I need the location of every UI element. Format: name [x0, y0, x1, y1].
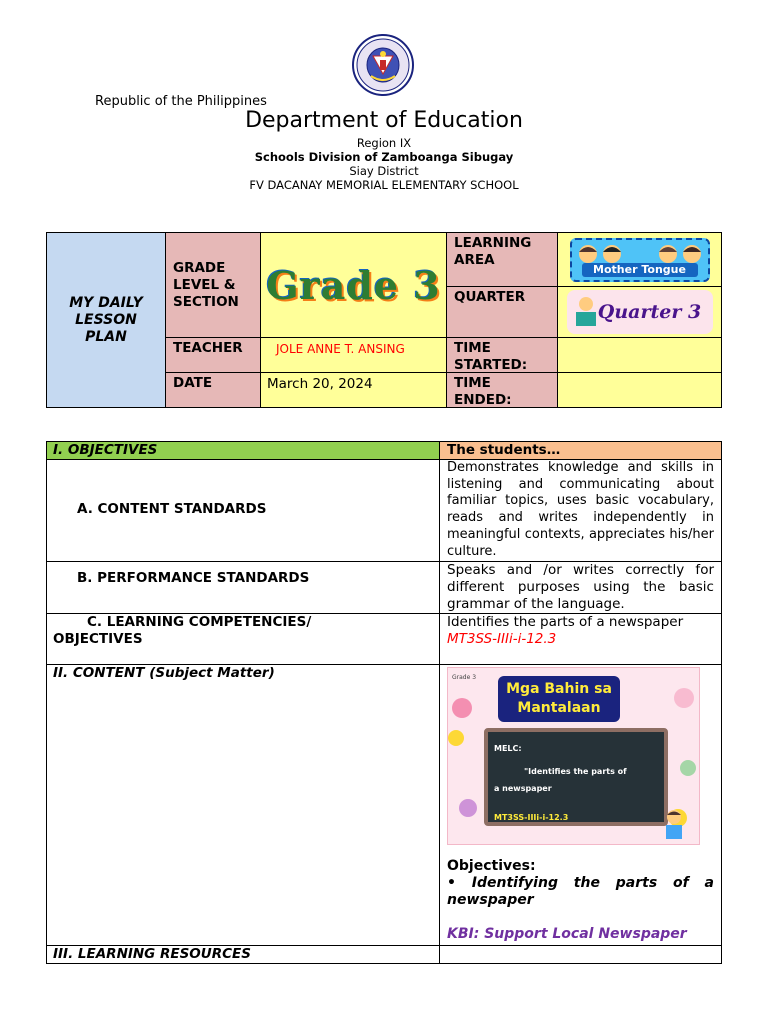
objectives-heading: I. OBJECTIVES: [47, 442, 440, 460]
children-icon: [572, 240, 708, 266]
competencies-label-1: C. LEARNING COMPETENCIES/: [87, 614, 312, 630]
lesson-slide-image: [447, 667, 700, 845]
school-name: FV DACANAY MEMORIAL ELEMENTARY SCHOOL: [249, 178, 519, 192]
region-text: Region IX: [356, 136, 412, 150]
time-started-label: TIME STARTED:: [447, 338, 558, 373]
objectives-table: [46, 441, 722, 964]
time-started-value: [558, 338, 722, 373]
republic-text: Republic of the Philippines: [95, 94, 267, 109]
competencies-label-cell: [47, 614, 440, 665]
teacher-label: TEACHER: [166, 338, 261, 373]
students-heading: The students…: [440, 442, 722, 460]
slide-title-line-1: Mga Bahin sa: [506, 681, 612, 697]
slide-grade-label: Grade 3: [452, 674, 477, 681]
lesson-info-table: [46, 232, 722, 408]
quarter-label: QUARTER: [447, 287, 558, 338]
reading-child-icon: [571, 294, 601, 330]
district-text: Siay District: [349, 164, 419, 178]
time-ended-value: [558, 373, 722, 408]
performance-standards-label: B. PERFORMANCE STANDARDS: [47, 562, 440, 614]
slide-melc-text-2: a newspaper: [494, 784, 552, 793]
learning-resources-label: III. LEARNING RESOURCES: [47, 946, 440, 964]
slide-melc-text-1: "Identifies the parts of: [524, 767, 627, 776]
date-value: March 20, 2024: [261, 373, 447, 408]
slide-melc-label: MELC:: [494, 744, 522, 753]
slide-title-line-2: Mantalaan: [517, 700, 601, 716]
slide-title-box: [498, 676, 620, 722]
slide-code: MT3SS-IIIi-i-12.3: [494, 813, 569, 822]
mother-tongue-badge: [570, 238, 710, 282]
department-title: Department of Education: [245, 108, 523, 133]
grade-value-cell: [261, 233, 447, 338]
learning-area-label: LEARNING AREA: [447, 233, 558, 287]
learning-area-value: Mother Tongue: [582, 263, 698, 277]
competencies-text: Identifies the parts of a newspaper: [447, 614, 684, 630]
competencies-cell: [440, 614, 722, 665]
grade-value: Grade 3: [266, 262, 441, 308]
quarter-badge: [567, 290, 713, 334]
performance-standards-text: Speaks and /or writes correctly for different purposes using the basic grammar of the language.: [440, 562, 722, 614]
quarter-value: Quarter 3: [597, 301, 702, 323]
kbi-text: KBI: Support Local Newspaper: [447, 926, 687, 942]
objective-bullet: • Identifying the parts of a newspaper: [447, 875, 714, 908]
competency-code: MT3SS-IIIi-i-12.3: [447, 631, 557, 647]
content-standards-text: Demonstrates knowledge and skills in listening and communicating about familiar topics, uses basic vocabulary, reads and writes independently in meaningful contexts, appreciates his/her culture.: [440, 460, 722, 562]
content-subject-matter-cell: [440, 665, 722, 946]
content-standards-label: A. CONTENT STANDARDS: [47, 460, 440, 562]
quarter-value-cell: [558, 287, 722, 338]
learning-area-value-cell: [558, 233, 722, 287]
time-ended-label: TIME ENDED:: [447, 373, 558, 408]
teacher-value: JOLE ANNE T. ANSING: [261, 338, 447, 373]
lesson-plan-title-cell: [47, 233, 166, 408]
grade-level-label: GRADE LEVEL & SECTION: [166, 233, 261, 338]
content-subject-matter-label: II. CONTENT (Subject Matter): [47, 665, 440, 946]
slide-chalkboard: [484, 728, 668, 826]
learning-resources-value: [440, 946, 722, 964]
date-label: DATE: [166, 373, 261, 408]
deped-seal-logo: [347, 34, 419, 96]
objectives-subheading: Objectives:: [447, 858, 536, 874]
competencies-label-2: OBJECTIVES: [53, 631, 143, 647]
division-text: Schools Division of Zamboanga Sibugay: [254, 150, 514, 164]
slide-child-icon: [660, 808, 688, 842]
lesson-plan-title: MY DAILY LESSON PLAN: [69, 294, 143, 345]
